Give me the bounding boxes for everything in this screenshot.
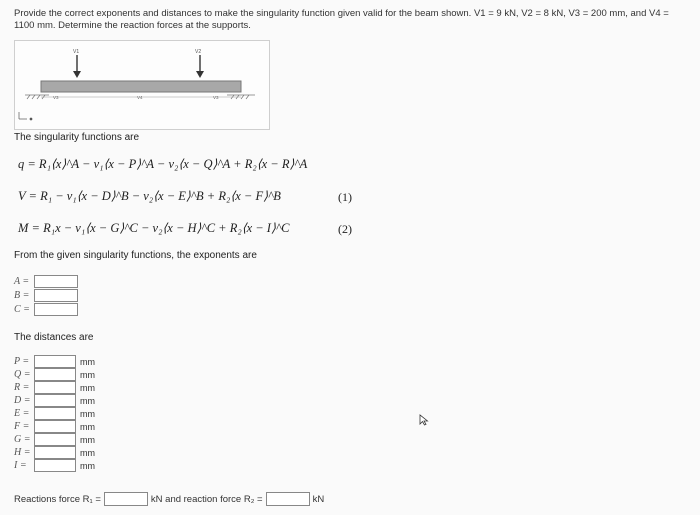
distance-unit-d: mm <box>80 395 95 406</box>
reaction-r1-label: Reactions force R₁ = <box>14 493 101 505</box>
exponent-row-b <box>14 289 78 302</box>
distance-label-e: E = <box>14 408 30 419</box>
distance-d-input[interactable] <box>34 394 76 407</box>
distance-row-r <box>14 381 95 394</box>
exponent-c-input[interactable] <box>34 303 78 316</box>
distance-row-q <box>14 368 95 381</box>
equation-number-1: (1) <box>338 190 352 204</box>
axes-icon <box>19 112 32 120</box>
dim2-label: V4 <box>137 95 143 100</box>
load1-arrowhead <box>73 71 81 78</box>
distance-label-r: R = <box>14 382 30 393</box>
distance-r-input[interactable] <box>34 381 76 394</box>
distance-row-i <box>14 459 95 472</box>
equation-number-2: (2) <box>338 222 352 236</box>
beam <box>41 81 241 92</box>
exponent-row-c <box>14 303 78 316</box>
distance-unit-f: mm <box>80 421 95 432</box>
distance-row-h <box>14 446 95 459</box>
reactions-row <box>14 492 324 506</box>
distance-unit-i: mm <box>80 460 95 471</box>
distance-row-p <box>14 355 95 368</box>
exponent-a-input[interactable] <box>34 275 78 288</box>
distance-label-g: G = <box>14 434 31 445</box>
distance-row-d <box>14 394 95 407</box>
beam-figure <box>14 40 270 130</box>
exponent-label-b: B = <box>14 290 30 301</box>
distance-unit-p: mm <box>80 356 95 367</box>
exponent-label-c: C = <box>14 304 30 315</box>
exponent-label-a: A = <box>14 276 30 287</box>
distance-row-g <box>14 433 95 446</box>
load2-arrowhead <box>196 71 204 78</box>
distance-h-input[interactable] <box>34 446 76 459</box>
beam-diagram <box>15 41 271 131</box>
equation-m: M = R₁x − v₁⟨x − G⟩^C − v₂⟨x − H⟩^C + R₂⟨x − I⟩^C <box>18 221 290 235</box>
distance-row-e <box>14 407 95 420</box>
load1-label: V1 <box>73 49 80 55</box>
distance-unit-r: mm <box>80 382 95 393</box>
distance-p-input[interactable] <box>34 355 76 368</box>
distance-e-input[interactable] <box>34 407 76 420</box>
dim3-label: V3 <box>213 95 219 100</box>
equation-v: V = R₁ − v₁⟨x − D⟩^B − v₂⟨x − E⟩^B + R₂⟨x − F⟩^B <box>18 189 281 203</box>
distance-row-f <box>14 420 95 433</box>
reaction-r1-input[interactable] <box>104 492 148 506</box>
reaction-r2-unit: kN <box>312 493 325 505</box>
distance-label-f: F = <box>14 421 30 432</box>
distance-label-q: Q = <box>14 369 31 380</box>
distance-label-d: D = <box>14 395 31 406</box>
distance-unit-h: mm <box>80 447 95 458</box>
mouse-cursor-icon <box>419 414 429 426</box>
distances-text: The distances are <box>14 332 94 343</box>
problem-statement: Provide the correct exponents and distances to make the singularity function given valid for the beam shown. V1 = 9 kN, V2 = 8 kN, V3 = 200 mm, and V4 = 1100 mm. Determine the reaction forces at the supports. <box>14 8 669 31</box>
distance-i-input[interactable] <box>34 459 76 472</box>
distance-label-h: H = <box>14 447 31 458</box>
exponent-b-input[interactable] <box>34 289 78 302</box>
distance-f-input[interactable] <box>34 420 76 433</box>
distance-g-input[interactable] <box>34 433 76 446</box>
reaction-r2-input[interactable] <box>266 492 310 506</box>
exponents-text: From the given singularity functions, the exponents are <box>14 250 257 261</box>
distance-unit-q: mm <box>80 369 95 380</box>
intro-text: The singularity functions are <box>14 132 140 143</box>
distance-unit-e: mm <box>80 408 95 419</box>
distance-label-i: I = <box>14 460 27 471</box>
dim1-label: V3 <box>53 95 59 100</box>
reaction-r2-label: kN and reaction force R₂ = <box>150 493 263 505</box>
distance-label-p: P = <box>14 356 30 367</box>
equation-q: q = R₁⟨x⟩^A − v₁⟨x − P⟩^A − v₂⟨x − Q⟩^A + R₂⟨x − R⟩^A <box>18 157 308 171</box>
distance-unit-g: mm <box>80 434 95 445</box>
distance-q-input[interactable] <box>34 368 76 381</box>
exponent-row-a <box>14 275 78 288</box>
load2-label: V2 <box>195 49 202 55</box>
